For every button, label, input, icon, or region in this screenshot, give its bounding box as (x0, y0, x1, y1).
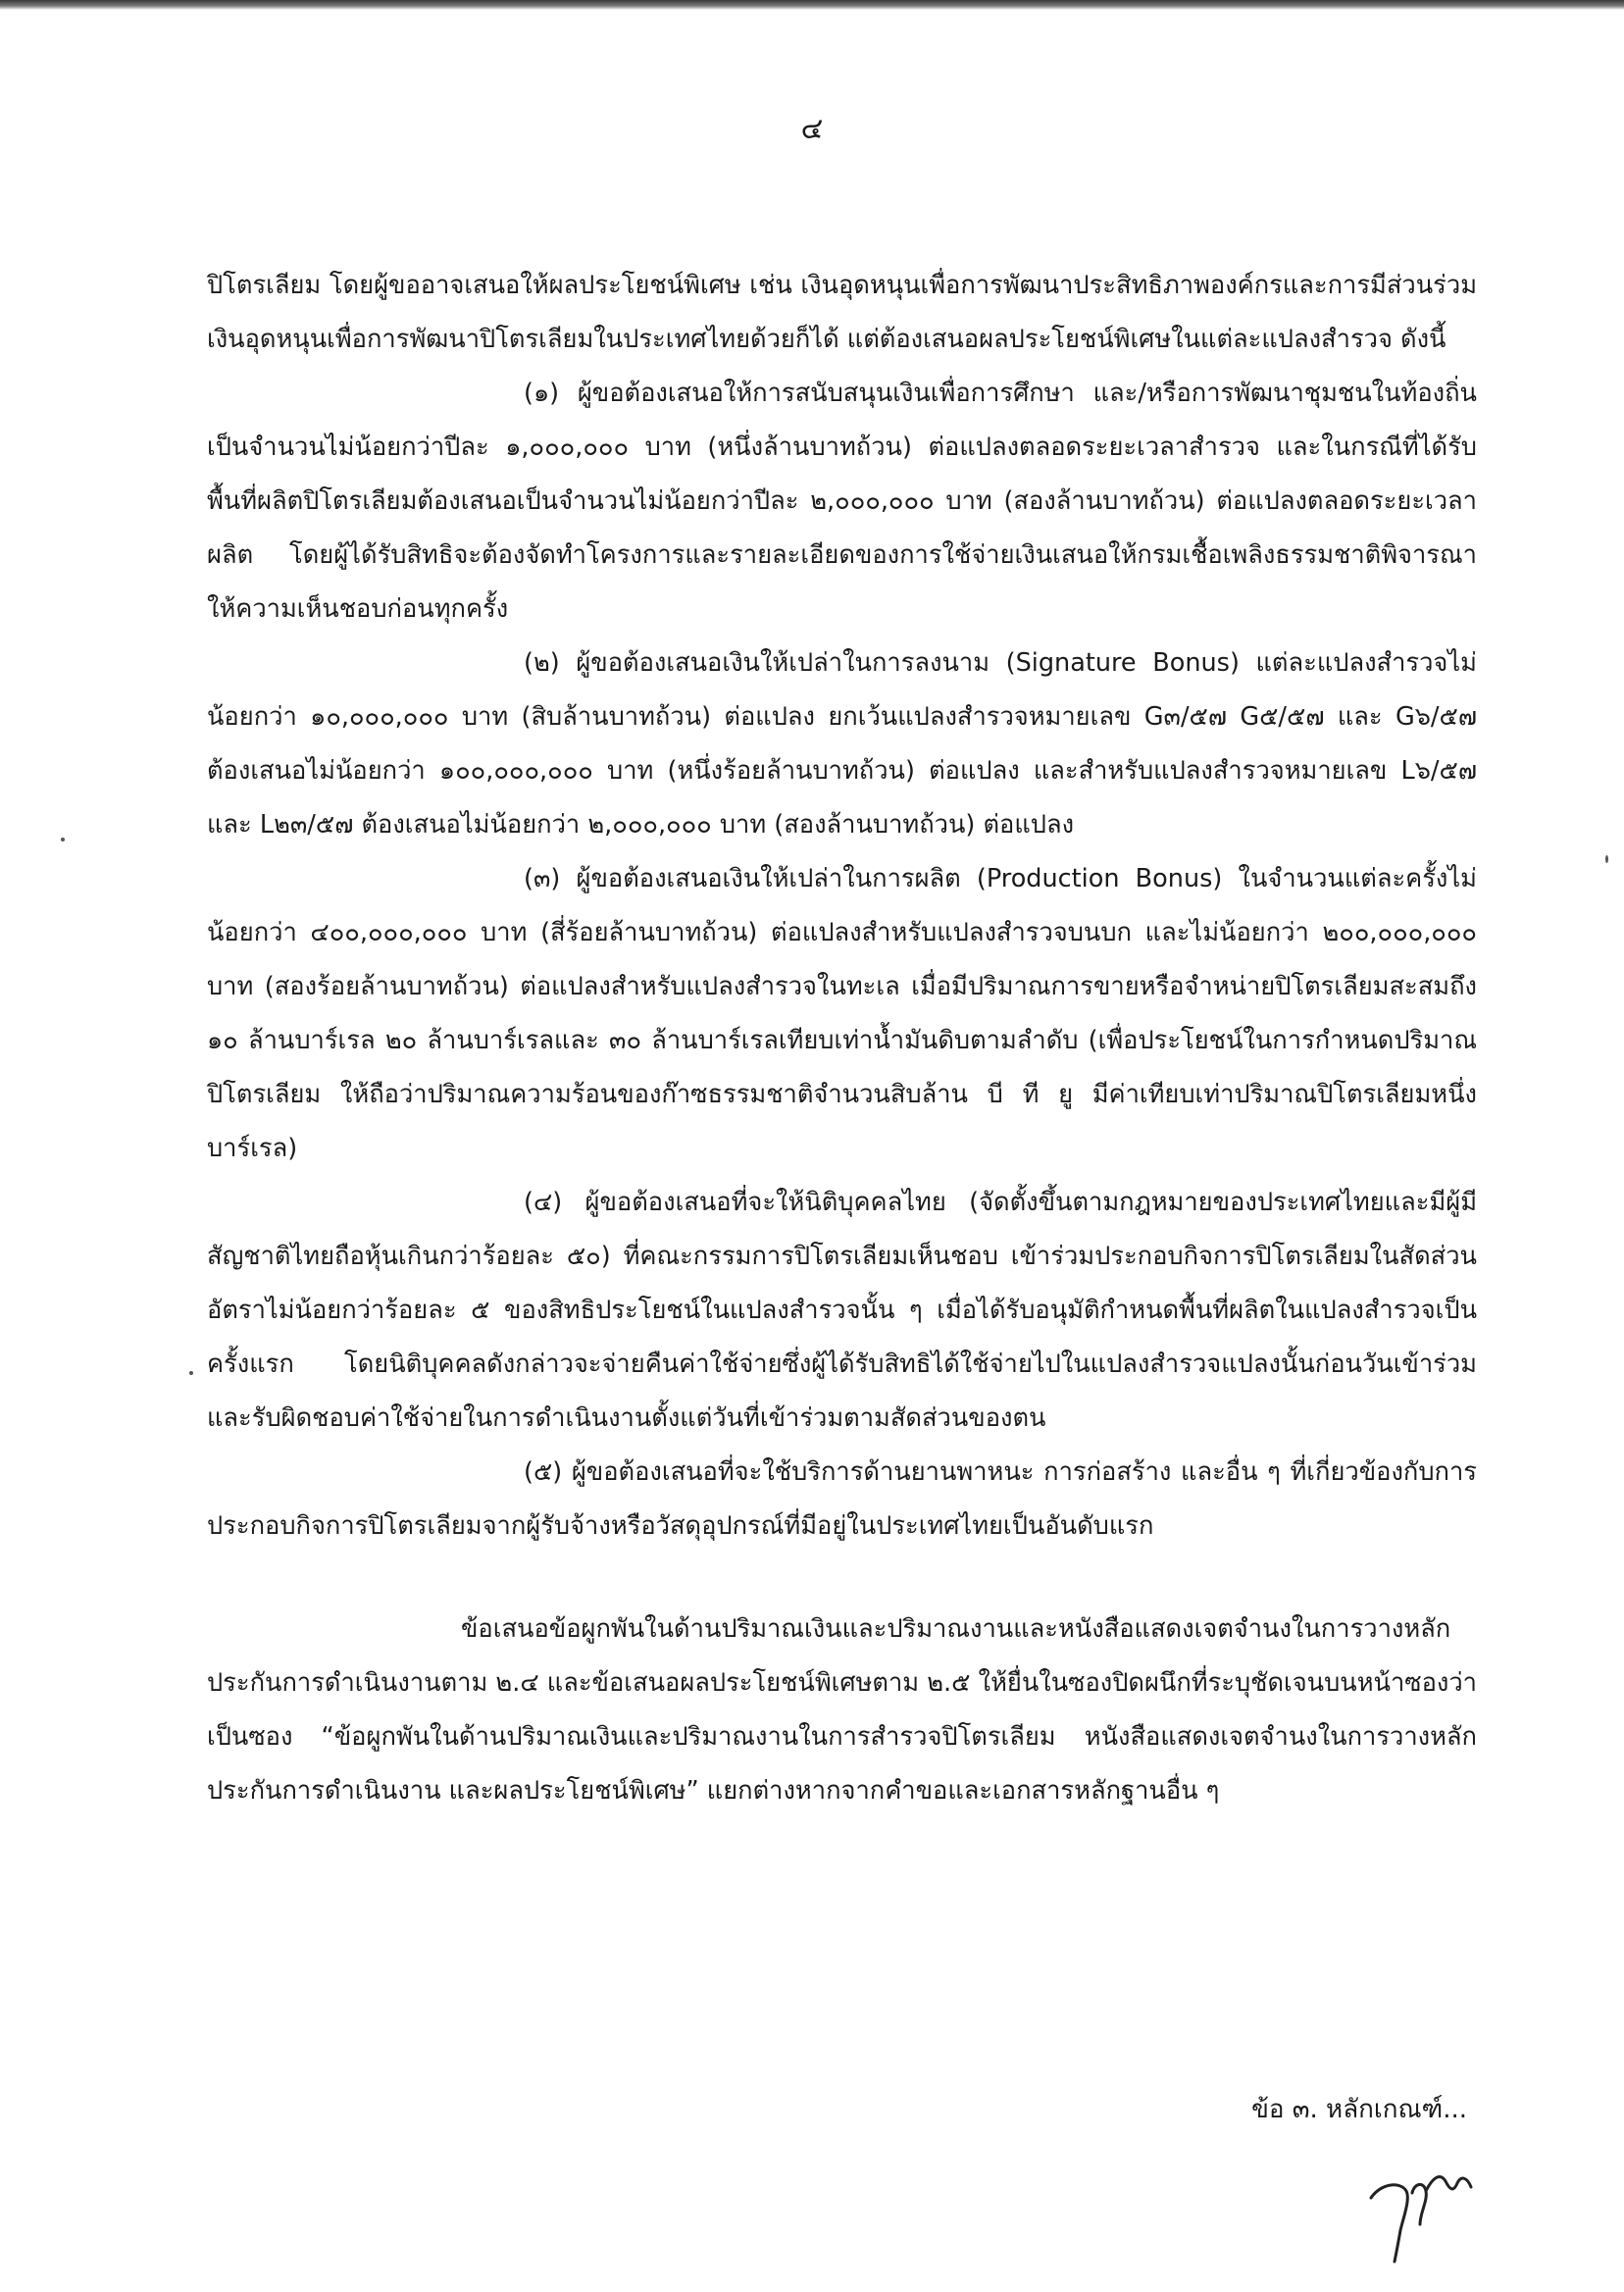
scan-speck (189, 1371, 193, 1375)
scan-speck (61, 838, 65, 841)
paragraph-continuation: ปิโตรเลียม โดยผู้ขออาจเสนอให้ผลประโยชน์พิเศษ เช่น เงินอุดหนุนเพื่อการพัฒนาประสิทธิภาพองค์กรและการมีส่วนร่วม เงินอุดหนุนเพื่อการพัฒนาปิโตรเลียมในประเทศไทยด้วยก็ได้ แต่ต้องเสนอผลประโยชน์พิเศษในแต่ละแปลงสำรวจ ดังนี้ (207, 271, 1477, 354)
paragraph-closing: ข้อเสนอข้อผูกพันในด้านปริมาณเงินและปริมาณงานและหนังสือแสดงเจตจำนงในการวางหลักประกันการดำเนินงานตาม ๒.๔ และข้อเสนอผลประโยชน์พิเศษตาม ๒.๕ ให้ยื่นในซองปิดผนึกที่ระบุชัดเจนบนหน้าซองว่าเป็นซอง “ข้อผูกพันในด้านปริมาณเงินและปริมาณงานในการสำรวจปิโตรเลียม หนังสือแสดงเจตจำนงในการวางหลักประกันการดำเนินงาน และผลประโยชน์พิเศษ” แยกต่างหากจากคำขอและเอกสารหลักฐานอื่น ๆ (207, 1614, 1477, 1806)
scan-speck (1605, 855, 1608, 863)
page-number: ๔ (800, 112, 824, 146)
paragraph-item-4: (๔) ผู้ขอต้องเสนอที่จะให้นิติบุคคลไทย (จัดตั้งขึ้นตามกฎหมายของประเทศไทยและมีผู้มีสัญชาติไทยถือหุ้นเกินกว่าร้อยละ ๕๐) ที่คณะกรรมการปิโตรเลียมเห็นชอบ เข้าร่วมประกอบกิจการปิโตรเลียมในสัดส่วนอัตราไม่น้อยกว่าร้อยละ ๕ ของสิทธิประโยชน์ในแปลงสำรวจนั้น ๆ เมื่อได้รับอนุมัติกำหนดพื้นที่ผลิตในแปลงสำรวจเป็นครั้งแรก โดยนิติบุคคลดังกล่าวจะจ่ายคืนค่าใช้จ่ายซึ่งผู้ได้รับสิทธิได้ใช้จ่ายไปในแปลงสำรวจแปลงนั้นก่อนวันเข้าร่วม และรับผิดชอบค่าใช้จ่ายในการดำเนินงานตั้งแต่วันที่เข้าร่วมตามสัดส่วนของตน (207, 1188, 1477, 1433)
paragraph-item-5: (๕) ผู้ขอต้องเสนอที่จะใช้บริการด้านยานพาหนะ การก่อสร้าง และอื่น ๆ ที่เกี่ยวข้องกับการประกอบกิจการปิโตรเลียมจากผู้รับจ้างหรือวัสดุอุปกรณ์ที่มีอยู่ในประเทศไทยเป็นอันดับแรก (207, 1457, 1477, 1541)
document-body (207, 259, 1477, 1818)
next-page-catchword: ข้อ ๓. หลักเกณฑ์... (1251, 2095, 1467, 2124)
scan-top-border (0, 0, 1624, 10)
paragraph-item-3: (๓) ผู้ขอต้องเสนอเงินให้เปล่าในการผลิต (Production Bonus) ในจำนวนแต่ละครั้งไม่น้อยกว่า ๔๐๐,๐๐๐,๐๐๐ บาท (สี่ร้อยล้านบาทถ้วน) ต่อแปลงสำหรับแปลงสำรวจบนบก และไม่น้อยกว่า ๒๐๐,๐๐๐,๐๐๐ บาท (สองร้อยล้านบาทถ้วน) ต่อแปลงสำหรับแปลงสำรวจในทะเล เมื่อมีปริมาณการขายหรือจำหน่ายปิโตรเลียมสะสมถึง ๑๐ ล้านบาร์เรล ๒๐ ล้านบาร์เรลและ ๓๐ ล้านบาร์เรลเทียบเท่าน้ำมันดิบตามลำดับ (เพื่อประโยชน์ในการกำหนดปริมาณปิโตรเลียม ให้ถือว่าปริมาณความร้อนของก๊าซธรรมชาติจำนวนสิบล้าน บี ที ยู มีค่าเทียบเท่าปริมาณปิโตรเลียมหนึ่งบาร์เรล) (207, 864, 1477, 1163)
paragraph-item-1: (๑) ผู้ขอต้องเสนอให้การสนับสนุนเงินเพื่อการศึกษา และ/หรือการพัฒนาชุมชนในท้องถิ่นเป็นจำนวนไม่น้อยกว่าปีละ ๑,๐๐๐,๐๐๐ บาท (หนึ่งล้านบาทถ้วน) ต่อแปลงตลอดระยะเวลาสำรวจ และในกรณีที่ได้รับพื้นที่ผลิตปิโตรเลียมต้องเสนอเป็นจำนวนไม่น้อยกว่าปีละ ๒,๐๐๐,๐๐๐ บาท (สองล้านบาทถ้วน) ต่อแปลงตลอดระยะเวลาผลิต โดยผู้ได้รับสิทธิจะต้องจัดทำโครงการและรายละเอียดของการใช้จ่ายเงินเสนอให้กรมเชื้อเพลิงธรรมชาติพิจารณาให้ความเห็นชอบก่อนทุกครั้ง (207, 379, 1477, 624)
paragraph-item-2: (๒) ผู้ขอต้องเสนอเงินให้เปล่าในการลงนาม (Signature Bonus) แต่ละแปลงสำรวจไม่น้อยกว่า ๑๐,๐๐๐,๐๐๐ บาท (สิบล้านบาทถ้วน) ต่อแปลง ยกเว้นแปลงสำรวจหมายเลข G๓/๕๗ G๕/๕๗ และ G๖/๕๗ ต้องเสนอไม่น้อยกว่า ๑๐๐,๐๐๐,๐๐๐ บาท (หนึ่งร้อยล้านบาทถ้วน) ต่อแปลง และสำหรับแปลงสำรวจหมายเลข L๖/๕๗ และ L๒๓/๕๗ ต้องเสนอไม่น้อยกว่า ๒,๐๐๐,๐๐๐ บาท (สองล้านบาทถ้วน) ต่อแปลง (207, 648, 1477, 840)
handwritten-initials (1361, 2154, 1479, 2271)
